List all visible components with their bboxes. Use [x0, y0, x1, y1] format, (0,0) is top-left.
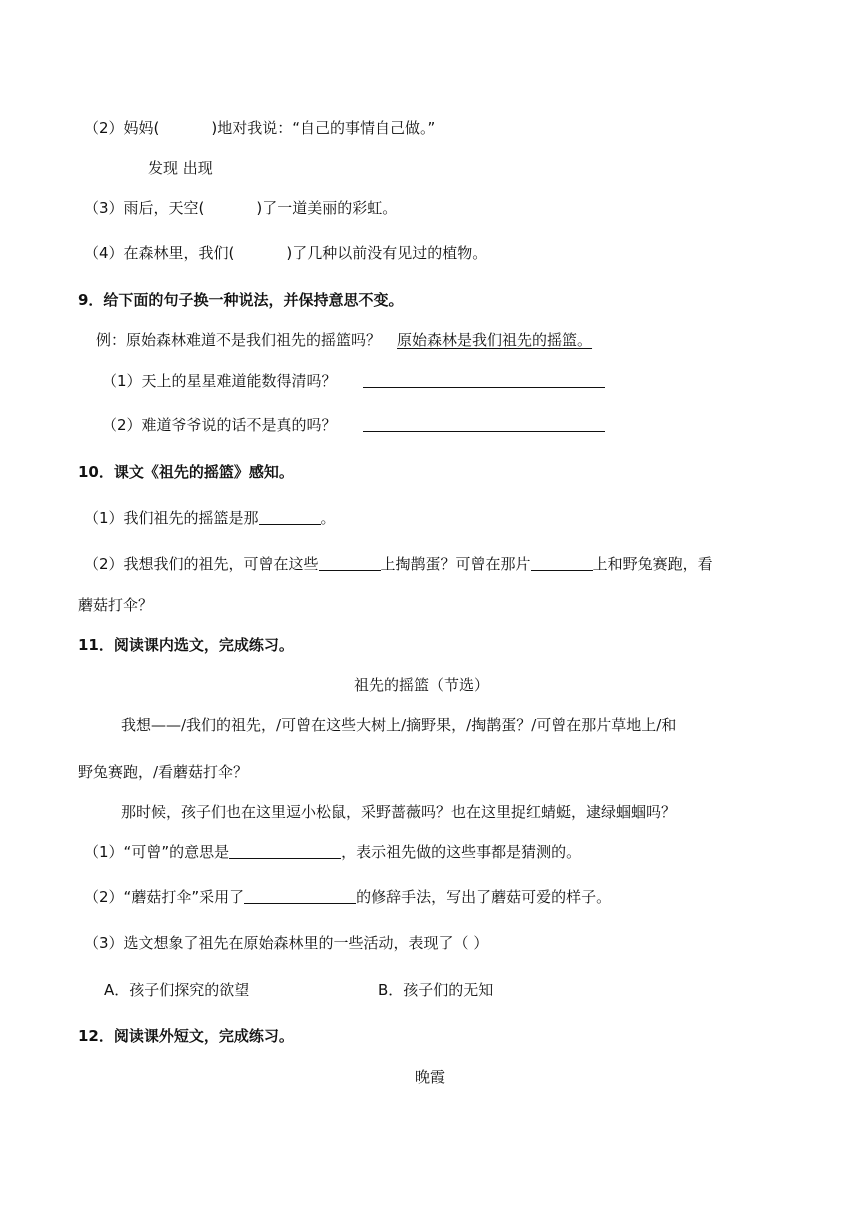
q11-passage-p1-line2: 野兔赛跑，/看蘑菇打伞？ [78, 763, 249, 781]
q11-passage-p1-line1: 我想——/我们的祖先，/可曾在这些大树上/摘野果，/掏鹊蛋？/可曾在那片草地上/和 [121, 716, 677, 734]
q11-option-b[interactable]: B．孩子们的无知 [378, 981, 494, 999]
q10-item-1: （1）我们祖先的摇篮是那 。 [84, 509, 336, 527]
q9-example-answer: 原始森林是我们祖先的摇篮。 [397, 331, 593, 349]
q8-item-3: （3）雨后，天空( )了一道美丽的彩虹。 [84, 199, 398, 217]
q11-item-2: （2）“蘑菇打伞”采用了 的修辞手法，写出了蘑菇可爱的样子。 [84, 888, 612, 906]
answer-line[interactable] [363, 415, 605, 432]
q10-item-2: （2）我想我们的祖先，可曾在这些 上掏鹊蛋？可曾在那片 上和野兔赛跑，看 [84, 555, 713, 573]
q11-option-a[interactable]: A．孩子们探究的欲望 [104, 981, 250, 999]
q11-item-1: （1）“可曾”的意思是 ，表示祖先做的这些事都是猜测的。 [84, 843, 582, 861]
q8-item-4: （4）在森林里，我们( )了几种以前没有见过的植物。 [84, 244, 488, 262]
answer-line[interactable] [319, 554, 381, 571]
answer-line[interactable] [259, 508, 321, 525]
q9-item-2: （2）难道爷爷说的话不是真的吗？ [102, 414, 605, 436]
q12-passage-title: 晚霞 [415, 1068, 446, 1086]
q11-title: 11．阅读课内选文，完成练习。 [78, 636, 294, 654]
answer-line[interactable] [531, 554, 593, 571]
q9-title: 9．给下面的句子换一种说法，并保持意思不变。 [78, 291, 404, 309]
q11-item-3: （3）选文想象了祖先在原始森林里的一些活动，表现了（ ） [84, 934, 489, 952]
q11-passage-title: 祖先的摇篮（节选） [354, 676, 490, 694]
q10-title: 10．课文《祖先的摇篮》感知。 [78, 463, 294, 481]
q8-item-2: （2）妈妈( )地对我说：“自己的事情自己做。” [84, 119, 436, 137]
answer-line[interactable] [244, 887, 356, 904]
q9-item-1: （1）天上的星星难道能数得清吗？ [102, 370, 605, 392]
q9-example: 例：原始森林难道不是我们祖先的摇篮吗？ 原始森林是我们祖先的摇篮。 [96, 331, 593, 349]
q8-word-options: 发现 出现 [148, 159, 213, 177]
q12-title: 12．阅读课外短文，完成练习。 [78, 1027, 294, 1045]
answer-line[interactable] [229, 842, 341, 859]
q10-item-2-cont: 蘑菇打伞？ [78, 596, 154, 614]
q11-passage-p2: 那时候，孩子们也在这里逗小松鼠，采野蔷薇吗？也在这里捉红蜻蜓，逮绿蝈蝈吗？ [121, 803, 677, 821]
answer-line[interactable] [363, 371, 605, 388]
